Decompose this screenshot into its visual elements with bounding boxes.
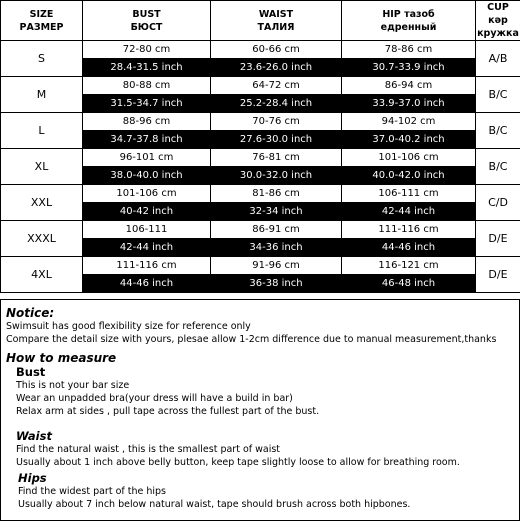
waist-inch-cell: 32-34 inch bbox=[211, 203, 342, 221]
waist-heading: Waist bbox=[16, 429, 52, 443]
bust-heading: Bust bbox=[16, 365, 46, 379]
bust-cm-cell: 80-88 cm bbox=[83, 77, 211, 95]
size-label: XXL bbox=[1, 185, 83, 221]
bust-cm-cell: 72-80 cm bbox=[83, 41, 211, 59]
waist-line: Find the natural waist , this is the smallest part of waist bbox=[16, 444, 281, 455]
hips-heading: Hips bbox=[18, 471, 47, 485]
hip-cm-cell: 78-86 cm bbox=[342, 41, 476, 59]
size-row-cm bbox=[1, 185, 520, 203]
hip-inch-cell: 37.0-40.2 inch bbox=[342, 131, 476, 149]
notes-section bbox=[0, 299, 520, 521]
waist-inch-cell: 27.6-30.0 inch bbox=[211, 131, 342, 149]
waist-inch-cell: 34-36 inch bbox=[211, 239, 342, 257]
header-size: SIZE РАЗМЕР bbox=[1, 1, 83, 41]
notice-line: Swimsuit has good flexibility size for reference only bbox=[6, 321, 251, 332]
hip-inch-cell: 44-46 inch bbox=[342, 239, 476, 257]
size-label: L bbox=[1, 113, 83, 149]
size-row-cm bbox=[1, 149, 520, 167]
size-row-cm bbox=[1, 113, 520, 131]
bust-inch-cell: 34.7-37.8 inch bbox=[83, 131, 211, 149]
cup-label: A/B bbox=[476, 41, 520, 77]
size-row-cm bbox=[1, 221, 520, 239]
bust-inch-cell: 40-42 inch bbox=[83, 203, 211, 221]
hip-cm-cell: 86-94 cm bbox=[342, 77, 476, 95]
hip-inch-cell: 42-44 inch bbox=[342, 203, 476, 221]
size-row-cm bbox=[1, 257, 520, 275]
waist-cm-cell: 91-96 cm bbox=[211, 257, 342, 275]
header-hip: HIP тазоб едренный bbox=[342, 1, 476, 41]
size-label: S bbox=[1, 41, 83, 77]
size-row-cm bbox=[1, 41, 520, 59]
bust-line: This is not your bar size bbox=[16, 380, 130, 391]
cup-label: B/C bbox=[476, 149, 520, 185]
size-label: M bbox=[1, 77, 83, 113]
bust-cm-cell: 111-116 cm bbox=[83, 257, 211, 275]
waist-inch-cell: 25.2-28.4 inch bbox=[211, 95, 342, 113]
bust-inch-cell: 28.4-31.5 inch bbox=[83, 59, 211, 77]
bust-inch-cell: 31.5-34.7 inch bbox=[83, 95, 211, 113]
hip-inch-cell: 33.9-37.0 inch bbox=[342, 95, 476, 113]
bust-cm-cell: 96-101 cm bbox=[83, 149, 211, 167]
hip-cm-cell: 116-121 cm bbox=[342, 257, 476, 275]
waist-cm-cell: 81-86 cm bbox=[211, 185, 342, 203]
bust-cm-cell: 106-111 bbox=[83, 221, 211, 239]
hip-cm-cell: 101-106 cm bbox=[342, 149, 476, 167]
waist-cm-cell: 76-81 cm bbox=[211, 149, 342, 167]
waist-cm-cell: 60-66 cm bbox=[211, 41, 342, 59]
size-label: 4XL bbox=[1, 257, 83, 293]
hip-inch-cell: 46-48 inch bbox=[342, 275, 476, 293]
hip-cm-cell: 106-111 cm bbox=[342, 185, 476, 203]
header-bust: BUST БЮСТ bbox=[83, 1, 211, 41]
how-to-measure-heading: How to measure bbox=[6, 351, 117, 365]
bust-cm-cell: 88-96 cm bbox=[83, 113, 211, 131]
cup-label: B/C bbox=[476, 113, 520, 149]
waist-line: Usually about 1 inch above belly button, keep tape slightly loose to allow for breathing room. bbox=[16, 457, 460, 468]
hip-cm-cell: 111-116 cm bbox=[342, 221, 476, 239]
cup-label: B/C bbox=[476, 77, 520, 113]
bust-line: Wear an unpadded bra(your dress will have a build in bar) bbox=[16, 393, 293, 404]
cup-label: C/D bbox=[476, 185, 520, 221]
header-cup: CUP кәр кружка bbox=[477, 2, 519, 39]
size-label: XXXL bbox=[1, 221, 83, 257]
hips-line: Usually about 7 inch below natural waist, tape should brush across both hipbones. bbox=[18, 499, 411, 510]
bust-line: Relax arm at sides , pull tape across the fullest part of the bust. bbox=[16, 406, 320, 417]
hip-cm-cell: 94-102 cm bbox=[342, 113, 476, 131]
waist-inch-cell: 30.0-32.0 inch bbox=[211, 167, 342, 185]
waist-cm-cell: 64-72 cm bbox=[211, 77, 342, 95]
waist-cm-cell: 70-76 cm bbox=[211, 113, 342, 131]
header-row bbox=[1, 1, 520, 41]
header-waist: WAIST ТАЛИЯ bbox=[211, 1, 342, 41]
cup-label: D/E bbox=[476, 221, 520, 257]
bust-inch-cell: 44-46 inch bbox=[83, 275, 211, 293]
notice-heading: Notice: bbox=[6, 306, 55, 320]
size-label: XL bbox=[1, 149, 83, 185]
bust-inch-cell: 42-44 inch bbox=[83, 239, 211, 257]
bust-cm-cell: 101-106 cm bbox=[83, 185, 211, 203]
waist-inch-cell: 36-38 inch bbox=[211, 275, 342, 293]
waist-cm-cell: 86-91 cm bbox=[211, 221, 342, 239]
bust-inch-cell: 38.0-40.0 inch bbox=[83, 167, 211, 185]
waist-inch-cell: 23.6-26.0 inch bbox=[211, 59, 342, 77]
cup-label: D/E bbox=[476, 257, 520, 293]
hip-inch-cell: 40.0-42.0 inch bbox=[342, 167, 476, 185]
size-row-cm bbox=[1, 77, 520, 95]
notice-line: Compare the detail size with yours, plesae allow 1-2cm difference due to manual measurement,thanks bbox=[6, 334, 497, 345]
hip-inch-cell: 30.7-33.9 inch bbox=[342, 59, 476, 77]
hips-line: Find the widest part of the hips bbox=[18, 486, 167, 497]
